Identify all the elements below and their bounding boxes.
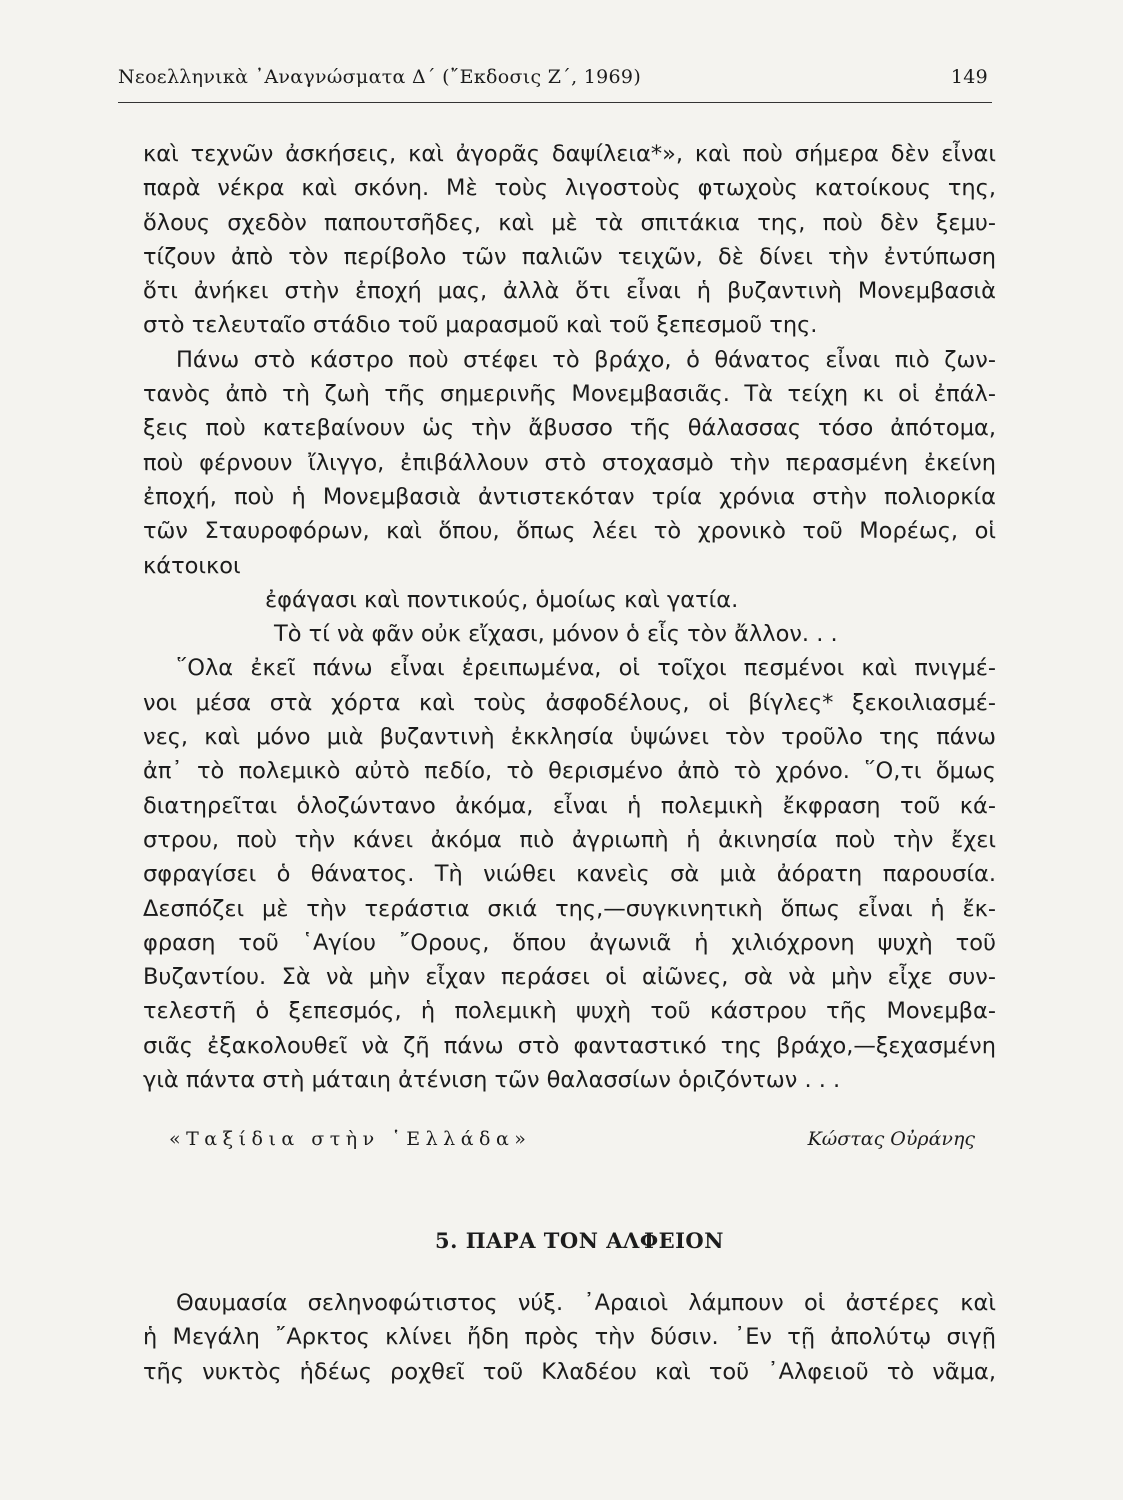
- running-title: Νεοελληνικὰ ᾿Αναγνώσματα Δ΄ (῎Εκδοσις Ζ΄, 1969): [118, 66, 642, 88]
- text-line: Θαυμασία σεληνοφώτιστος νύξ. ᾿Αραιοὶ λάμπουν οἱ ἀστέρες καὶ: [176, 1290, 996, 1316]
- text-line: τανὸς ἀπὸ τὴ ζωὴ τῆς σημερινῆς Μονεμβασιᾶς. Τὰ τείχη κι οἱ ἐπάλ-: [143, 381, 996, 408]
- text-line: τελεστῆ ὁ ξεπεσμός, ἡ πολεμικὴ ψυχὴ τοῦ κάστρου τῆς Μονεμβα-: [143, 998, 996, 1025]
- text-line: σιᾶς ἐξακολουθεῖ νὰ ζῆ πάνω στὸ φανταστικό της βράχο,—ξεχασμένη: [143, 1032, 996, 1059]
- verse-line: ἐφάγασι καὶ ποντικούς, ὁμοίως καὶ γατία.: [265, 586, 739, 613]
- section-body: [143, 1286, 996, 1389]
- text-line: ῞Ολα ἐκεῖ πάνω εἶναι ἐρειπωμένα, οἱ τοῖχοι πεσμένοι καὶ πνιγμέ-: [176, 655, 996, 682]
- passage-body: [143, 137, 996, 1097]
- header-rule: [118, 102, 992, 103]
- text-line: Πάνω στὸ κάστρο ποὺ στέφει τὸ βράχο, ὁ θάνατος εἶναι πιὸ ζων-: [176, 346, 996, 373]
- text-line: στὸ τελευταῖο στάδιο τοῦ μαρασμοῦ καὶ τοῦ ξεπεσμοῦ της.: [143, 312, 818, 339]
- citation-author: Κώστας Οὐράνης: [807, 1128, 975, 1150]
- text-line: διατηρεῖται ὁλοζώντανο ἀκόμα, εἶναι ἡ πολεμικὴ ἔκφραση τοῦ κά-: [143, 792, 996, 819]
- text-line: ἐποχή, ποὺ ἡ Μονεμβασιὰ ἀντιστεκόταν τρία χρόνια στὴν πολιορκία: [143, 483, 996, 510]
- text-line: Δεσπόζει μὲ τὴν τεράστια σκιά της,—συγκινητικὴ ὅπως εἶναι ἡ ἔκ-: [143, 895, 996, 922]
- text-line: Βυζαντίου. Σὰ νὰ μὴν εἶχαν περάσει οἱ αἰῶνες, σὰ νὰ μὴν εἶχε συν-: [143, 964, 996, 991]
- text-line: σφραγίσει ὁ θάνατος. Τὴ νιώθει κανεὶς σὰ μιὰ ἀόρατη παρουσία.: [143, 861, 996, 888]
- text-line: νοι μέσα στὰ χόρτα καὶ τοὺς ἀσφοδέλους, οἱ βίγλες* ξεκοιλιασμέ-: [143, 689, 996, 716]
- text-line: στρου, ποὺ τὴν κάνει ἀκόμα πιὸ ἀγριωπὴ ἡ ἀκινησία ποὺ τὴν ἔχει: [143, 826, 996, 853]
- text-line: ποὺ φέρνουν ἴλιγγο, ἐπιβάλλουν στὸ στοχασμὸ τὴν περασμένη ἐκείνη: [143, 449, 996, 476]
- text-line: ὅτι ἀνήκει στὴν ἐποχή μας, ἀλλὰ ὅτι εἶναι ἡ βυζαντινὴ Μονεμβασιὰ: [143, 278, 996, 305]
- citation: [169, 1128, 975, 1158]
- text-line: καὶ τεχνῶν ἀσκήσεις, καὶ ἀγορᾶς δαψίλεια*», καὶ ποὺ σήμερα δὲν εἶναι: [143, 141, 996, 167]
- text-line: ξεις ποὺ κατεβαίνουν ὡς τὴν ἄβυσσο τῆς θάλασσας τόσο ἀπότομα,: [143, 415, 996, 442]
- verse-line: Τὸ τί νὰ φᾶν οὐκ εἴχασι, μόνον ὁ εἷς τὸν ἄλλον. . .: [274, 621, 838, 648]
- text-line: ἀπ᾿ τὸ πολεμικὸ αὐτὸ πεδίο, τὸ θερισμένο ἀπὸ τὸ χρόνο. ῞Ο,τι ὅμως: [143, 758, 996, 785]
- text-line: τίζουν ἀπὸ τὸν περίβολο τῶν παλιῶν τειχῶν, δὲ δίνει τὴν ἐντύπωση: [143, 243, 996, 270]
- text-line: γιὰ πάντα στὴ μάταιη ἀτένιση τῶν θαλασσίων ὁριζόντων . . .: [143, 1067, 841, 1094]
- text-line: ὅλους σχεδὸν παπουτσῆδες, καὶ μὲ τὰ σπιτάκια της, ποὺ δὲν ξεμυ-: [143, 209, 996, 236]
- text-line: τῶν Σταυροφόρων, καὶ ὅπου, ὅπως λέει τὸ χρονικὸ τοῦ Μορέως, οἱ: [143, 518, 996, 545]
- text-line: κάτοικοι: [143, 552, 241, 579]
- text-line: φραση τοῦ ῾Αγίου ῎Ορους, ὅπου ἀγωνιᾶ ἡ χιλιόχρονη ψυχὴ τοῦ: [143, 929, 996, 956]
- text-line: παρὰ νέκρα καὶ σκόνη. Μὲ τοὺς λιγοστοὺς φτωχοὺς κατοίκους της,: [143, 175, 996, 202]
- page-number: 149: [950, 66, 988, 88]
- text-line: ἡ Μεγάλη ῎Αρκτος κλίνει ἤδη πρὸς τὴν δύσιν. ᾿Εν τῇ ἀπολύτῳ σιγῇ: [143, 1324, 996, 1351]
- citation-source: «Ταξίδια στὴν ῾Ελλάδα»: [169, 1128, 532, 1150]
- text-line: τῆς νυκτὸς ἡδέως ροχθεῖ τοῦ Κλαδέου καὶ τοῦ ᾿Αλφειοῦ τὸ νᾶμα,: [143, 1358, 996, 1385]
- running-head: [118, 66, 992, 98]
- text-line: νες, καὶ μόνο μιὰ βυζαντινὴ ἐκκλησία ὑψώνει τὸν τροῦλο της πάνω: [143, 724, 996, 751]
- section-title: 5. ΠΑΡΑ ΤΟΝ ΑΛΦΕΙΟΝ: [435, 1228, 724, 1253]
